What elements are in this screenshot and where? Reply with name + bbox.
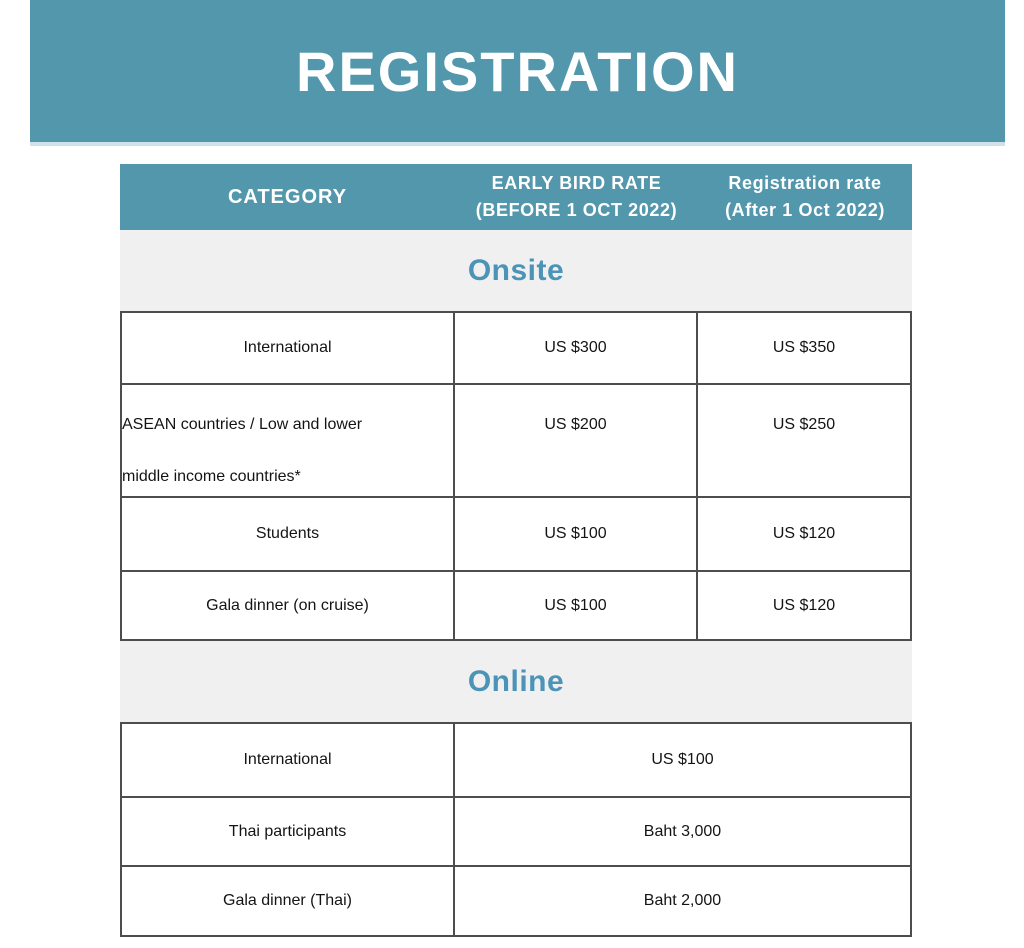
early-rate-cell: US $200 <box>455 385 698 496</box>
header-category-label: CATEGORY <box>227 185 348 208</box>
early-rate-cell: US $100 <box>455 498 698 570</box>
header-registration-rate <box>698 164 912 230</box>
category-cell: International <box>122 313 455 383</box>
table-header-row <box>120 164 912 230</box>
header-reg-line2: (After 1 Oct 2022) <box>725 200 885 220</box>
category-cell: International <box>122 724 455 796</box>
early-rate-cell: US $100 <box>455 572 698 639</box>
table-row-onsite-gala-dinner <box>122 570 910 639</box>
header-reg-line1: Registration rate <box>728 173 882 193</box>
page-title: REGISTRATION <box>296 39 739 103</box>
rate-cell: US $100 <box>651 751 714 768</box>
registration-rate-cell: US $120 <box>772 596 836 614</box>
rate-cell: Baht 3,000 <box>643 822 722 840</box>
category-cell: Thai participants <box>122 798 455 865</box>
header-category <box>120 164 455 230</box>
registration-rate-cell: US $250 <box>772 416 836 433</box>
pricing-table <box>120 164 912 937</box>
category-cell: Gala dinner (Thai) <box>122 867 455 935</box>
table-row-onsite-international <box>122 313 910 383</box>
early-rate-cell: US $300 <box>455 313 698 383</box>
section-band-onsite <box>120 230 912 311</box>
category-cell <box>122 385 455 496</box>
rate-cell: Baht 2,000 <box>643 892 722 909</box>
category-cell: Students <box>122 498 455 570</box>
category-cell: Gala dinner (on cruise) <box>122 572 455 639</box>
category-line-1: ASEAN countries / Low and lower <box>122 416 363 433</box>
online-table <box>120 722 912 937</box>
header-early-line1: EARLY BIRD RATE <box>491 173 662 193</box>
onsite-table <box>120 311 912 641</box>
category-line-2: middle income countries* <box>122 468 301 485</box>
header-early-bird-rate <box>455 164 698 230</box>
registration-rate-cell: US $120 <box>772 525 836 542</box>
registration-banner <box>30 0 1005 146</box>
table-row-online-international <box>122 724 910 796</box>
table-row-online-thai-participants <box>122 796 910 865</box>
header-early-line2: (BEFORE 1 OCT 2022) <box>475 200 678 220</box>
table-row-online-gala-dinner-thai <box>122 865 910 935</box>
section-label-online: Online <box>467 664 565 698</box>
section-band-online <box>120 641 912 722</box>
table-row-onsite-students <box>122 496 910 570</box>
registration-rate-cell: US $350 <box>772 339 836 356</box>
section-label-onsite: Onsite <box>467 253 565 287</box>
table-row-onsite-asean <box>122 383 910 496</box>
